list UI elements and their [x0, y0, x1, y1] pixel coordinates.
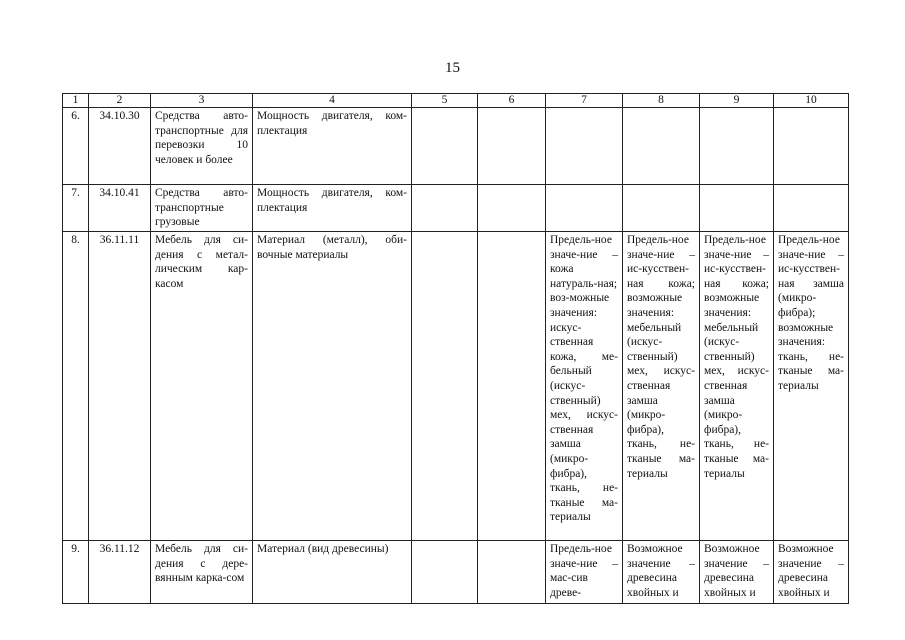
col9-cell: Возможное значение – древесина хвойных и: [700, 541, 774, 604]
header-cell: 4: [253, 94, 412, 108]
header-cell: 8: [623, 94, 700, 108]
col5-cell: [412, 108, 478, 185]
table-header-row: [63, 94, 849, 108]
col8-cell: Возможное значение – древесина хвойных и: [623, 541, 700, 604]
table-row: [63, 185, 849, 232]
specification-table: [62, 93, 849, 604]
row-number: 6.: [63, 108, 89, 185]
item-characteristics: Материал (вид древесины): [253, 541, 412, 604]
col8-cell: [623, 108, 700, 185]
table-row: [63, 232, 849, 541]
header-cell: 3: [151, 94, 253, 108]
col9-cell: [700, 108, 774, 185]
okpd-code: 34.10.30: [89, 108, 151, 185]
col10-cell: [774, 185, 849, 232]
header-cell: 2: [89, 94, 151, 108]
col9-cell: Предель-ное значе-ние – ис-кусствен-ная кожа; возможные значения: мебельный (искус-ственный) мех, искус-ственная замша (микро-фибра), ткань, не-тканые ма-териалы: [700, 232, 774, 541]
item-name: Мебель для си-дения с дере-вянным карка-сом: [151, 541, 253, 604]
col10-cell: [774, 108, 849, 185]
col6-cell: [478, 108, 546, 185]
table-row: [63, 108, 849, 185]
item-characteristics: Мощность двигателя, ком-плектация: [253, 185, 412, 232]
col6-cell: [478, 185, 546, 232]
okpd-code: 36.11.12: [89, 541, 151, 604]
col10-cell: Предель-ное значе-ние – ис-кусствен-ная замша (микро-фибра); возможные значения: ткань, не-тканые ма-териалы: [774, 232, 849, 541]
col10-cell: Возможное значение – древесина хвойных и: [774, 541, 849, 604]
col6-cell: [478, 541, 546, 604]
item-characteristics: Мощность двигателя, ком-плектация: [253, 108, 412, 185]
header-cell: 10: [774, 94, 849, 108]
okpd-code: 36.11.11: [89, 232, 151, 541]
item-characteristics: Материал (металл), оби-вочные материалы: [253, 232, 412, 541]
table-row: [63, 541, 849, 604]
col7-cell: [546, 108, 623, 185]
col8-cell: [623, 185, 700, 232]
page-number: 15: [445, 60, 460, 76]
item-name: Мебель для си-дения с метал-лическим кар-касом: [151, 232, 253, 541]
header-cell: 7: [546, 94, 623, 108]
col7-cell: [546, 185, 623, 232]
col5-cell: [412, 185, 478, 232]
header-cell: 5: [412, 94, 478, 108]
header-cell: 9: [700, 94, 774, 108]
item-name: Средства авто-транспортные грузовые: [151, 185, 253, 232]
col5-cell: [412, 232, 478, 541]
col7-cell: Предель-ное значе-ние – кожа натураль-ная; воз-можные значения: искус-ственная кожа, ме-бельный (искус-ственный) мех, искус-ственная замша (микро-фибра), ткань, не-тканые ма-териалы: [546, 232, 623, 541]
col8-cell: Предель-ное значе-ние – ис-кусствен-ная кожа; возможные значения: мебельный (искус-ственный) мех, искус-ственная замша (микро-фибра), ткань, не-тканые ма-териалы: [623, 232, 700, 541]
row-number: 9.: [63, 541, 89, 604]
row-number: 7.: [63, 185, 89, 232]
col6-cell: [478, 232, 546, 541]
header-cell: 1: [63, 94, 89, 108]
header-cell: 6: [478, 94, 546, 108]
col7-cell: Предель-ное значе-ние – мас-сив древе-: [546, 541, 623, 604]
okpd-code: 34.10.41: [89, 185, 151, 232]
col9-cell: [700, 185, 774, 232]
item-name: Средства авто-транспортные для перевозки 10 человек и более: [151, 108, 253, 185]
col5-cell: [412, 541, 478, 604]
row-number: 8.: [63, 232, 89, 541]
